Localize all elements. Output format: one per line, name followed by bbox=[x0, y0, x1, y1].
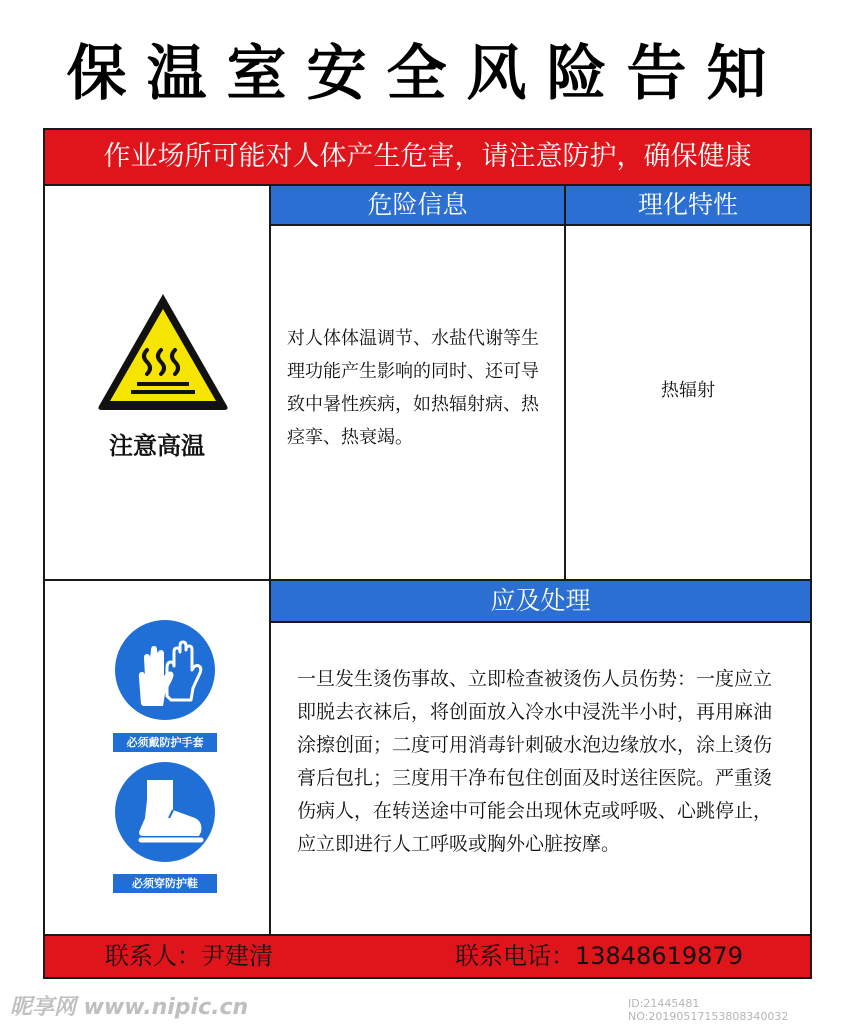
divider bbox=[269, 184, 271, 936]
site-watermark: 昵享网 www.nipic.cn bbox=[10, 995, 249, 1020]
gloves-sign-label: 必须戴防护手套 bbox=[113, 733, 217, 752]
contact-person: 联系人：尹建清 bbox=[105, 942, 273, 970]
shoes-sign-label: 必须穿防护鞋 bbox=[113, 874, 217, 893]
protective-boots-icon bbox=[113, 760, 217, 864]
contact-bar bbox=[45, 936, 810, 977]
notice-board bbox=[43, 128, 812, 979]
image-id-watermark: ID:21445481 NO:20190517153808340032 bbox=[628, 997, 789, 1023]
danger-info-header: 危险信息 bbox=[271, 186, 564, 226]
high-temperature-warning-icon bbox=[95, 290, 231, 414]
danger-info-text: 对人体体温调节、水盐代谢等生理功能产生影响的同时、还可导致中暑性疾病，如热辐射病、热痉挛、热衰竭。 bbox=[287, 328, 539, 448]
warning-banner: 作业场所可能对人体产生危害，请注意防护，确保健康 bbox=[45, 130, 810, 184]
properties-header: 理化特性 bbox=[566, 186, 810, 226]
protective-gloves-icon bbox=[113, 618, 217, 722]
response-text: 一旦发生烫伤事故、立即检查被烫伤人员伤势：一度应立即脱去衣袜后，将创面放入冷水中浸洗半小时，再用麻油涂擦创面；二度可用消毒针刺破水泡边缘放水，涂上烫伤膏后包扎；三度用干净布包住创面及时送往医院。严重烫伤病人，在转送途中可能会出现休克或呼吸、心跳停止，应立即进行人工呼吸或胸外心脏按摩。 bbox=[297, 668, 773, 855]
sign-label: 注意高温 bbox=[109, 432, 205, 460]
properties-text: 热辐射 bbox=[661, 380, 715, 401]
response-header: 应及处理 bbox=[271, 581, 810, 623]
page-title: 保温室安全风险告知 bbox=[66, 39, 787, 109]
contact-phone: 联系电话：13848619879 bbox=[455, 942, 743, 970]
